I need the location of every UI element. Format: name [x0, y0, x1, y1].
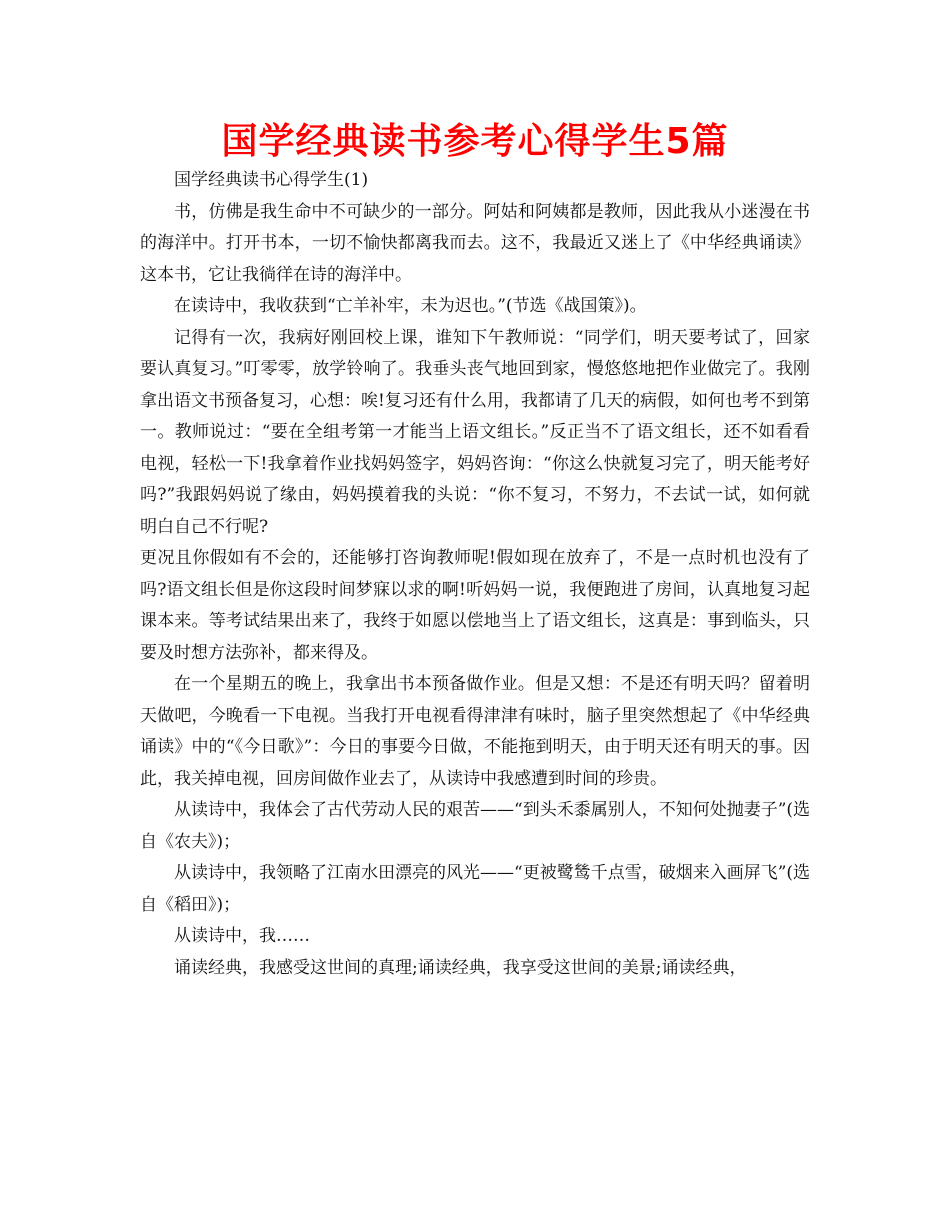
paragraph: 在一个星期五的晚上，我拿出书本预备做作业。但是又想：不是还有明天吗？留着明天做吧，今晚看一下电视。当我打开电视看得津津有味时，脑子里突然想起了《中华经典诵读》中的“《今日歌》”：今日的事要今日做，不能拖到明天，由于明天还有明天的事。因此，我关掉电视，回房间做作业去了，从读诗中我感遭到时间的珍贵。 — [140, 674, 810, 789]
paragraph: 在读诗中，我收获到“亡羊补牢，未为迟也。”(节选《战国策》)。 — [174, 296, 647, 316]
paragraph: 记得有一次，我病好刚回校上课，谁知下午教师说：“同学们，明天要考试了，回家要认真复习。”叮零零，放学铃响了。我垂头丧气地回到家，慢悠悠地把作业做完了。我刚拿出语文书预备复习，心想：唉!复习还有什么用，我都请了几天的病假，如何也考不到第一。教师说过：“要在全组考第一才能当上语文组长。”反正当不了语文组长，还不如看看电视，轻松一下!我拿着作业找妈妈签字，妈妈咨询：“你这么快就复习完了，明天能考好吗?”我跟妈妈说了缘由，妈妈摸着我的头说：“你不复习，不努力，不去试一试，如何就明白自己不行呢? — [140, 327, 810, 537]
paragraph: 从读诗中，我领略了江南水田漂亮的风光——“更被鹭鸶千点雪，破烟来入画屏飞”(选自《稻田》)； — [140, 863, 811, 915]
paragraph: 诵读经典，我感受这世间的真理;诵读经典，我享受这世间的美景;诵读经典， — [174, 957, 747, 978]
paragraph: 更况且你假如有不会的，还能够打咨询教师呢!假如现在放弃了，不是一点时机也没有了吗?语文组长但是你这段时间梦寐以求的啊!听妈妈一说，我便跑进了房间，认真地复习起课本来。等考试结果出来了，我终于如愿以偿地当上了语文组长，这真是：事到临头，只要及时想方法弥补，都来得及。 — [140, 548, 810, 663]
paragraph: 书，仿佛是我生命中不可缺少的一部分。阿姑和阿姨都是教师，因此我从小迷漫在书的海洋中。打开书本，一切不愉快都离我而去。这不，我最近又迷上了《中华经典诵读》这本书，它让我徜徉在诗的海洋中。 — [140, 201, 810, 285]
document-title: 国学经典读书参考心得学生5篇 — [221, 121, 729, 162]
document-body — [140, 165, 810, 984]
paragraph: 从读诗中，我…… — [174, 926, 310, 946]
section-heading: 国学经典读书心得学生(1) — [174, 170, 369, 190]
paragraph: 从读诗中，我体会了古代劳动人民的艰苦——“到头禾黍属别人，不知何处抛妻子”(选自《农夫》)； — [140, 800, 811, 852]
